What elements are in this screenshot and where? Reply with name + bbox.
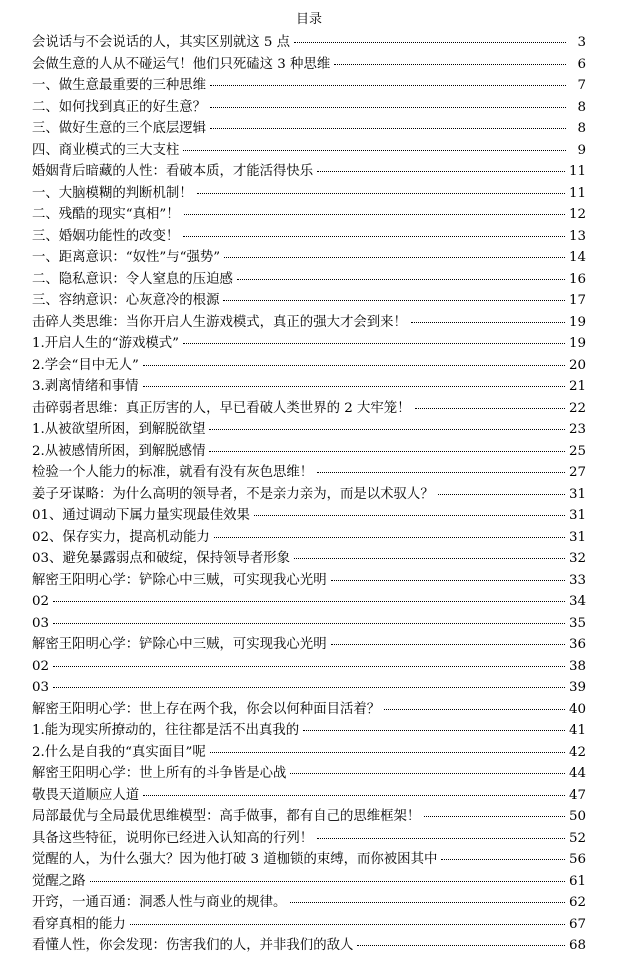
dot-leader (424, 816, 565, 817)
dot-leader (214, 537, 565, 538)
toc-entry-title[interactable]: 解密王阳明心学：铲除心中三贼，可实现我心光明 (32, 637, 327, 652)
toc-entry-page-number[interactable]: 13 (568, 228, 586, 244)
dot-leader (90, 881, 565, 882)
toc-entry-page-number[interactable]: 19 (568, 336, 586, 351)
toc-entry-page-number[interactable]: 61 (568, 873, 586, 889)
toc-entry[interactable] (32, 849, 586, 871)
toc-entry[interactable] (32, 97, 586, 119)
toc-entry-title[interactable]: 2.什么是自我的“真实面目”呢 (32, 744, 206, 760)
dot-leader (183, 236, 565, 237)
toc-entry[interactable] (32, 441, 586, 463)
toc-entry-page-number[interactable]: 3 (577, 35, 586, 50)
toc-entry-page-number[interactable]: 19 (568, 314, 586, 330)
dot-leader (438, 494, 565, 495)
toc-entry-title[interactable]: 1.开启人生的“游戏模式” (32, 336, 179, 351)
toc-entry-page-number[interactable]: 39 (568, 680, 586, 695)
toc-entry-page-number[interactable]: 33 (568, 572, 586, 588)
dot-leader (210, 107, 566, 108)
toc-entry-title[interactable]: 2.学会“目中无人” (32, 357, 139, 373)
dot-leader (53, 601, 565, 602)
toc-entry-title[interactable]: 01、通过调动下属力量实现最佳效果 (32, 508, 250, 523)
toc-entry-title[interactable]: 02 (32, 594, 50, 609)
toc-entry-page-number[interactable]: 47 (568, 787, 586, 803)
toc-entry-title[interactable]: 检验一个人能力的标准，就看有没有灰色思维！ (32, 465, 314, 480)
dot-leader (317, 838, 565, 839)
dot-leader (210, 128, 566, 129)
toc-entry-title[interactable]: 看懂人性，你会发现：伤害我们的人，并非我们的敌人 (32, 938, 354, 953)
toc-entry-title[interactable]: 三、容纳意识：心灰意冷的根源 (32, 293, 220, 308)
dot-leader (143, 386, 565, 387)
toc-entry-page-number[interactable]: 25 (568, 443, 586, 459)
toc-entry-page-number[interactable]: 50 (568, 809, 586, 824)
toc-entry-title[interactable]: 看穿真相的能力 (32, 916, 126, 932)
toc-entry-page-number[interactable]: 68 (568, 938, 586, 953)
toc-entry[interactable] (32, 118, 586, 140)
toc-entry-title[interactable]: 02、保存实力，提高机动能力 (32, 529, 210, 545)
toc-entry-title[interactable]: 03、避免暴露弱点和破绽，保持领导者形象 (32, 551, 291, 566)
dot-leader (357, 945, 565, 946)
toc-entry[interactable] (32, 763, 586, 785)
toc-entry[interactable] (32, 376, 586, 398)
toc-entry-page-number[interactable]: 31 (568, 529, 586, 545)
toc-entry-title[interactable]: 二、残酷的现实“真相”！ (32, 207, 180, 222)
toc-entry[interactable] (32, 935, 586, 957)
toc-entry-page-number[interactable]: 34 (568, 594, 586, 609)
toc-entry[interactable] (32, 892, 586, 914)
toc-entry-page-number[interactable]: 31 (568, 486, 586, 502)
dot-leader (294, 42, 566, 43)
dot-leader (184, 214, 565, 215)
dot-leader (317, 472, 565, 473)
toc-entry-page-number[interactable]: 41 (568, 723, 586, 738)
toc-entry-title[interactable]: 解密王阳明心学：铲除心中三贼，可实现我心光明 (32, 572, 327, 588)
toc-entry-title[interactable]: 二、隐私意识：令人窒息的压迫感 (32, 271, 233, 287)
dot-leader (331, 580, 565, 581)
toc-entry-title[interactable]: 03 (32, 680, 50, 695)
toc-entry-page-number[interactable]: 67 (568, 916, 586, 932)
toc-entry[interactable] (32, 226, 586, 248)
toc-entry-title[interactable]: 觉醒之路 (32, 873, 86, 889)
dot-leader (197, 193, 565, 194)
toc-entry-title[interactable]: 02 (32, 658, 50, 674)
toc-entry[interactable] (32, 785, 586, 807)
toc-entry[interactable] (32, 312, 586, 334)
toc-entry[interactable] (32, 247, 586, 269)
toc-entry-title[interactable]: 一、做生意最重要的三种思维 (32, 78, 207, 93)
dot-leader (224, 257, 565, 258)
toc-entry[interactable] (32, 183, 586, 205)
toc-entry-page-number[interactable]: 42 (568, 744, 586, 760)
toc-entry-title[interactable]: 击碎人类思维：当你开启人生游戏模式，真正的强大才会到来！ (32, 314, 407, 330)
toc-entry-title[interactable]: 2.从被感情所困，到解脱感情 (32, 443, 206, 459)
toc-entry-title[interactable]: 觉醒的人，为什么强大？因为他打破 3 道枷锁的束缚，而你被困其中 (32, 852, 438, 867)
toc-entry[interactable] (32, 398, 586, 420)
toc-entry[interactable] (32, 505, 586, 527)
dot-leader (210, 752, 565, 753)
toc-entry-page-number[interactable]: 9 (577, 142, 586, 158)
toc-entry-page-number[interactable]: 16 (568, 271, 586, 287)
toc-entry-page-number[interactable]: 31 (568, 508, 586, 523)
toc-entry[interactable] (32, 462, 586, 484)
toc-entry-page-number[interactable]: 36 (568, 637, 586, 652)
toc-title: 目录 (295, 12, 322, 27)
toc-entry-page-number[interactable]: 20 (568, 357, 586, 373)
toc-entry-title[interactable]: 开窍，一通百通：洞悉人性与商业的规律。 (32, 895, 287, 910)
toc-entry[interactable] (32, 914, 586, 936)
dot-leader (441, 859, 565, 860)
toc-entry[interactable] (32, 355, 586, 377)
toc-entry-page-number[interactable]: 62 (568, 895, 586, 910)
toc-entry[interactable] (32, 677, 586, 699)
dot-leader (290, 902, 565, 903)
toc-entry[interactable] (32, 161, 586, 183)
dot-leader (143, 795, 565, 796)
toc-entry-title[interactable]: 局部最优与全局最优思维模型：高手做事，都有自己的思维框架！ (32, 809, 421, 824)
toc-entry-page-number[interactable]: 8 (577, 121, 586, 136)
dot-leader (210, 85, 566, 86)
dot-leader (237, 279, 565, 280)
toc-entry-page-number[interactable]: 44 (568, 766, 586, 781)
toc-entry-page-number[interactable]: 56 (568, 852, 586, 867)
toc-entry[interactable] (32, 656, 586, 678)
dot-leader (317, 171, 565, 172)
dot-leader (384, 709, 565, 710)
toc-entry[interactable] (32, 634, 586, 656)
toc-list (32, 32, 586, 957)
toc-entry-title[interactable]: 三、做好生意的三个底层逻辑 (32, 121, 207, 136)
toc-entry[interactable] (32, 269, 586, 291)
toc-entry-page-number[interactable]: 11 (568, 185, 586, 201)
toc-entry-page-number[interactable]: 40 (568, 701, 586, 717)
toc-entry[interactable] (32, 548, 586, 570)
dot-leader (334, 64, 566, 65)
toc-entry-page-number[interactable]: 7 (577, 78, 586, 93)
toc-entry-title[interactable]: 1.从被欲望所困，到解脱欲望 (32, 422, 206, 437)
toc-entry-title[interactable]: 会做生意的人从不碰运气！他们只死磕这 3 种思维 (32, 56, 331, 72)
dot-leader (411, 322, 565, 323)
toc-entry-page-number[interactable]: 11 (568, 164, 586, 179)
toc-entry[interactable] (32, 720, 586, 742)
toc-entry[interactable] (32, 484, 586, 506)
toc-entry[interactable] (32, 75, 586, 97)
toc-entry[interactable] (32, 570, 586, 592)
toc-entry-page-number[interactable]: 32 (568, 551, 586, 566)
toc-entry-page-number[interactable]: 17 (568, 293, 586, 308)
dot-leader (130, 924, 565, 925)
toc-entry-title[interactable]: 1.能为现实所撩动的，往往都是活不出真我的 (32, 723, 300, 738)
toc-entry-title[interactable]: 四、商业模式的三大支柱 (32, 142, 180, 158)
toc-entry[interactable] (32, 806, 586, 828)
toc-entry[interactable] (32, 613, 586, 635)
toc-entry-page-number[interactable]: 8 (577, 99, 586, 115)
toc-entry-page-number[interactable]: 52 (568, 830, 586, 846)
dot-leader (294, 558, 565, 559)
toc-entry[interactable] (32, 871, 586, 893)
toc-entry-title[interactable]: 三、婚姻功能性的改变！ (32, 228, 180, 244)
toc-entry[interactable] (32, 419, 586, 441)
dot-leader (53, 666, 565, 667)
toc-entry-title[interactable]: 一、距离意识：“奴性”与“强势” (32, 250, 221, 265)
toc-entry[interactable] (32, 290, 586, 312)
toc-entry-title[interactable]: 姜子牙谋略：为什么高明的领导者，不是亲力亲为，而是以术驭人？ (32, 486, 434, 502)
dot-leader (254, 515, 565, 516)
toc-entry-title[interactable]: 解密王阳明心学：世上存在两个我，你会以何种面目活着？ (32, 701, 381, 717)
dot-leader (183, 343, 565, 344)
toc-entry-page-number[interactable]: 6 (577, 56, 586, 72)
toc-entry[interactable] (32, 699, 586, 721)
dot-leader (183, 150, 566, 151)
toc-entry[interactable] (32, 742, 586, 764)
toc-entry[interactable] (32, 140, 586, 162)
dot-leader (331, 644, 565, 645)
toc-entry[interactable] (32, 828, 586, 850)
toc-entry-title[interactable]: 一、大脑模糊的判断机制！ (32, 185, 193, 201)
toc-entry-page-number[interactable]: 22 (568, 400, 586, 416)
toc-entry-title[interactable]: 3.剥离情绪和事情 (32, 379, 139, 394)
dot-leader (53, 623, 565, 624)
toc-entry[interactable] (32, 32, 586, 54)
dot-leader (53, 687, 565, 688)
toc-entry-title[interactable]: 敬畏天道顺应人道 (32, 787, 140, 803)
toc-entry-page-number[interactable]: 12 (568, 207, 586, 222)
toc-entry-page-number[interactable]: 23 (568, 422, 586, 437)
dot-leader (209, 451, 564, 452)
toc-entry[interactable] (32, 591, 586, 613)
toc-entry-title[interactable]: 03 (32, 615, 50, 631)
dot-leader (223, 300, 564, 301)
toc-entry-page-number[interactable]: 35 (568, 615, 586, 631)
toc-entry[interactable] (32, 204, 586, 226)
dot-leader (303, 730, 565, 731)
toc-entry-page-number[interactable]: 38 (568, 658, 586, 674)
toc-entry-title[interactable]: 婚姻背后暗藏的人性：看破本质，才能活得快乐 (32, 164, 314, 179)
toc-entry[interactable] (32, 54, 586, 76)
dot-leader (143, 365, 565, 366)
toc-entry-page-number[interactable]: 27 (568, 465, 586, 480)
toc-entry-title[interactable]: 具备这些特征，说明你已经进入认知高的行列！ (32, 830, 314, 846)
toc-entry[interactable] (32, 333, 586, 355)
dot-leader (290, 773, 565, 774)
toc-entry-title[interactable]: 会说话与不会说话的人，其实区别就这 5 点 (32, 35, 291, 50)
toc-entry-title[interactable]: 解密王阳明心学：世上所有的斗争皆是心战 (32, 766, 287, 781)
toc-entry[interactable] (32, 527, 586, 549)
dot-leader (209, 429, 564, 430)
toc-entry-title[interactable]: 二、如何找到真正的好生意？ (32, 99, 207, 115)
toc-entry-page-number[interactable]: 21 (568, 379, 586, 394)
dot-leader (415, 408, 565, 409)
toc-entry-title[interactable]: 击碎弱者思维：真正厉害的人，早已看破人类世界的 2 大牢笼！ (32, 400, 411, 416)
toc-entry-page-number[interactable]: 14 (568, 250, 586, 265)
